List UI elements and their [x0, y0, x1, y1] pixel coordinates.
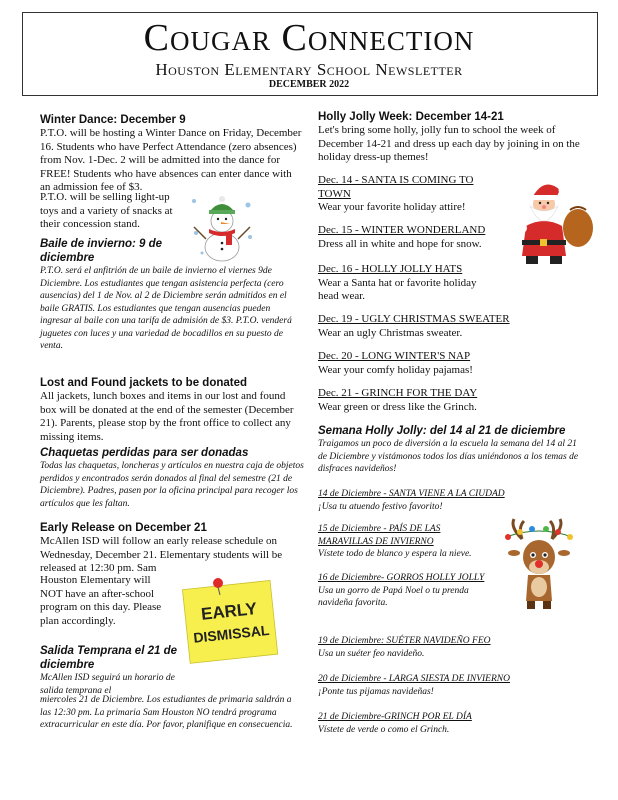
- dress-day-1-title: Dec. 14 - SANTA IS COMING TO TOWN: [318, 174, 474, 200]
- dress-day-1-desc: Wear your favorite holiday attire!: [318, 201, 466, 213]
- chaquetas-section: [40, 446, 304, 510]
- dia-3-desc: Usa un gorro de Papá Noel o tu prenda navideña favorita.: [318, 585, 469, 608]
- dia-4: [318, 635, 580, 660]
- lost-found-heading: Lost and Found jackets to be donated: [40, 377, 248, 389]
- early-dismissal-line2: DISMISSAL: [192, 621, 271, 646]
- dress-day-2: [318, 224, 508, 251]
- early-dismissal-note: [178, 575, 280, 667]
- newsletter-title: Cougar Connection: [143, 17, 475, 59]
- early-release-heading: Early Release on December 21: [40, 522, 207, 534]
- baile-heading: Baile de invierno: 9 de diciembre: [40, 238, 163, 264]
- dia-3-title: 16 de Diciembre- GORROS HOLLY JOLLY: [318, 573, 485, 583]
- dia-5-desc: ¡Ponte tus pijamas navideñas!: [318, 686, 434, 697]
- dress-day-6-desc: Wear green or dress like the Grinch.: [318, 400, 477, 413]
- chaquetas-body: Todas las chaquetas, loncheras y artículos en nuestra caja de objetos perdidos y encontrados serán donados al final del semestre (21 de Diciembre). Padres, pasen por la oficina principal para recoger los artículos que les faltan.: [40, 461, 304, 509]
- dress-day-6: [318, 387, 580, 414]
- newsletter-date: DECEMBER 2022: [268, 79, 350, 90]
- dia-4-desc: Usa un suéter feo navideño.: [318, 648, 425, 659]
- holly-jolly-heading: Holly Jolly Week: December 14-21: [318, 111, 504, 123]
- dress-day-5: [318, 350, 580, 377]
- semana-intro: Traigamos un poco de diversión a la escuela la semana del 14 al 21 de Diciembre y vistámonos todos los días uniéndonos a los temas de disfraces navideños!: [318, 439, 579, 474]
- dia-2: [318, 523, 493, 561]
- dress-day-3-title: Dec. 16 - HOLLY JOLLY HATS: [318, 263, 463, 275]
- dia-6: [318, 711, 580, 736]
- dia-5-title: 20 de Diciembre - LARGA SIESTA DE INVIERNO: [318, 674, 510, 684]
- dress-day-2-title: Dec. 15 - WINTER WONDERLAND: [318, 224, 486, 236]
- dress-day-3: [318, 263, 498, 304]
- pushpin-icon: [213, 578, 223, 588]
- dia-2-title: 15 de Diciembre - PAÍS DE LAS MARAVILLAS DE INVIERNO: [318, 524, 441, 547]
- dia-4-title: 19 de Diciembre: SUÉTER NAVIDEÑO FEO: [318, 636, 491, 646]
- dia-6-title: 21 de Diciembre-GRINCH POR EL DÍA: [318, 712, 472, 722]
- early-release-continued: [40, 574, 168, 628]
- dress-day-4-title: Dec. 19 - UGLY CHRISTMAS SWEATER: [318, 313, 510, 325]
- baile-heading-block: [40, 237, 190, 265]
- salida-heading: Salida Temprana el 21 de diciembre: [40, 645, 177, 671]
- dia-1: [318, 488, 580, 513]
- dress-day-2-desc: Dress all in white and hope for snow.: [318, 237, 482, 250]
- early-release-body: McAllen ISD will follow an early release schedule on Wednesday, December 21. Elementary students will be released at 12:30 pm. Sam: [40, 535, 283, 574]
- holly-jolly-intro: Let's bring some holly, jolly fun to school the week of December 14-21 and dress up each day by joining in on the holiday dress-up themes!: [318, 124, 580, 163]
- baile-body: P.T.O. será el anfitrión de un baile de invierno el viernes 9de Diciembre. Los estudiantes que tengan asistencia perfecta (cero ausencias) del 1 de Nov. al 2 de Diciembre serán admitidos en el baile GRATIS. Los estudiantes que tengan ausencias pueden ingresar al baile con una tarifa de admisión de $3. P.T.O. venderá juguetes con luces y una variedad de bocadillos en su puesto de venta.: [40, 266, 292, 351]
- santa-illustration: [506, 176, 598, 268]
- newsletter-subtitle: Houston Elementary School Newsletter: [155, 60, 463, 79]
- winter-dance-concession: [40, 191, 185, 232]
- winter-dance-section: [40, 113, 302, 195]
- reindeer-illustration: [500, 517, 578, 613]
- semana-section: [318, 424, 580, 476]
- chaquetas-heading: Chaquetas perdidas para ser donadas: [40, 447, 249, 459]
- dress-day-5-title: Dec. 20 - LONG WINTER'S NAP: [318, 350, 471, 362]
- dress-day-5-desc: Wear your comfy holiday pajamas!: [318, 363, 473, 376]
- dia-6-desc: Vístete de verde o como el Grinch.: [318, 724, 450, 735]
- dress-day-1: [318, 174, 486, 215]
- dress-day-4-desc: Wear an ugly Christmas sweater.: [318, 326, 463, 339]
- early-release-body-2: Houston Elementary will NOT have an after-school program on this day. Please plan accordingly.: [40, 574, 162, 627]
- dia-1-desc: ¡Usa tu atuendo festivo favorito!: [318, 501, 443, 512]
- snowman-illustration: [188, 193, 256, 263]
- early-release-section: [40, 521, 304, 576]
- winter-dance-concession-text: P.T.O. will be selling light-up toys and a variety of snacks at their concession stand.: [40, 191, 173, 230]
- dia-2-desc: Vístete todo de blanco y espera la nieve.: [318, 549, 472, 559]
- salida-body-1: McAllen ISD seguirá un horario de salida temprana el: [40, 673, 175, 696]
- dia-5: [318, 673, 580, 698]
- salida-section: [40, 644, 180, 697]
- dress-day-3-desc: Wear a Santa hat or favorite holiday head wear.: [318, 276, 477, 302]
- dia-3: [318, 572, 488, 610]
- dress-day-6-title: Dec. 21 - GRINCH FOR THE DAY: [318, 387, 478, 399]
- winter-dance-heading: Winter Dance: December 9: [40, 114, 186, 126]
- winter-dance-body: P.T.O. will be hosting a Winter Dance on Friday, December 16. Students who have Perfect Attendance (zero absences) from Nov. 1-Dec. 2 will be admitted into the dance for FREE! Students who have absences can enter dance with an admission fee of $3.: [40, 127, 302, 193]
- dress-day-4: [318, 313, 580, 340]
- salida-body-2: miercoles 21 de Diciembre. Los estudiantes de primaria saldrán a las 12:30 pm. La primaria Sam Houston NO tendrá programa extracurricular en este día. Por favor, planifique en consecuencia.: [40, 695, 293, 730]
- lost-found-section: [40, 376, 304, 444]
- lost-found-body: All jackets, lunch boxes and items in our lost and found box will be donated at the end of the semester (December 21). Parents, please stop by the front office to collect any missing items.: [40, 390, 294, 443]
- dia-1-title: 14 de Diciembre - SANTA VIENE A LA CIUDAD: [318, 489, 505, 499]
- early-dismissal-line1: EARLY: [200, 599, 258, 624]
- holly-jolly-section: [318, 110, 580, 165]
- semana-heading: Semana Holly Jolly: del 14 al 21 de diciembre: [318, 425, 566, 437]
